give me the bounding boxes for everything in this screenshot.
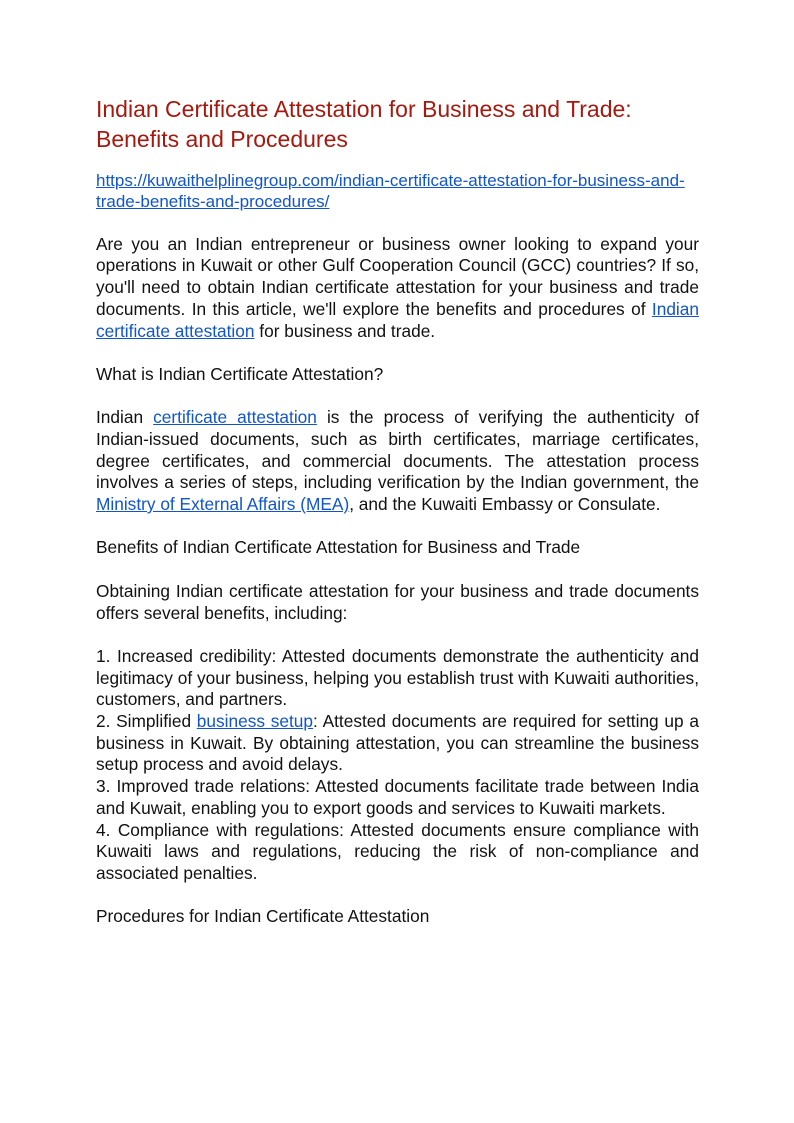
business-setup-link[interactable]: business setup: [196, 711, 314, 732]
document-page: [96, 94, 699, 928]
intro-text-after: for business and trade.: [254, 320, 436, 341]
intro-paragraph: [96, 234, 699, 343]
what-text-after: , and the Kuwaiti Embassy or Consulate.: [349, 494, 661, 515]
benefits-intro: Obtaining Indian certificate attestation for your business and trade documents offers several benefits, including:: [96, 580, 699, 623]
source-url-link[interactable]: https://kuwaithelplinegroup.com/indian-certificate-attestation-for-business-and-trade-benefits-and-procedures/: [96, 171, 685, 211]
benefit-item-1: 1. Increased credibility: Attested documents demonstrate the authenticity and legitimacy of your business, helping you establish trust with Kuwaiti authorities, customers, and partners.: [96, 645, 699, 710]
benefit-item-2-after: : Attested documents are required for setting up a business in Kuwait. By obtaining attestation, you can streamline the business setup process and avoid delays.: [96, 711, 699, 775]
benefits-list: [96, 646, 699, 885]
benefit-item-4: 4. Compliance with regulations: Attested documents ensure compliance with Kuwaiti laws and regulations, reducing the risk of non-compliance and associated penalties.: [96, 819, 699, 883]
document-title: Indian Certificate Attestation for Business and Trade: Benefits and Procedures: [96, 96, 632, 152]
heading-benefits: Benefits of Indian Certificate Attestation for Business and Trade: [96, 537, 581, 558]
what-paragraph: [96, 407, 699, 516]
heading-what-is: What is Indian Certificate Attestation?: [96, 363, 384, 384]
intro-text-before: Are you an Indian entrepreneur or business owner looking to expand your operations in Kuwait or other Gulf Cooperation Council (GCC) countries? If so, you'll need to obtain Indian certificate attestation for your business and trade documents. In this article, we'll explore the benefits and procedures of: [96, 233, 699, 319]
certificate-attestation-link[interactable]: certificate attestation: [153, 407, 317, 428]
heading-procedures: Procedures for Indian Certificate Attestation: [96, 906, 430, 927]
benefit-item-2: [96, 711, 699, 776]
what-text-before: Indian: [96, 407, 154, 428]
what-text-middle: is the process of verifying the authenticity of Indian-issued documents, such as birth certificates, marriage certificates, degree certificates, and commercial documents. The attestation process involves a series of steps, including verification by the Indian government, the: [96, 407, 699, 493]
mea-link[interactable]: Ministry of External Affairs (MEA): [96, 494, 350, 515]
indian-certificate-attestation-link[interactable]: Indian certificate attestation: [96, 298, 699, 341]
benefit-item-3: 3. Improved trade relations: Attested documents facilitate trade between India and Kuwait, enabling you to export goods and services to Kuwaiti markets.: [96, 776, 699, 818]
benefit-item-2-before: 2. Simplified: [96, 711, 197, 732]
